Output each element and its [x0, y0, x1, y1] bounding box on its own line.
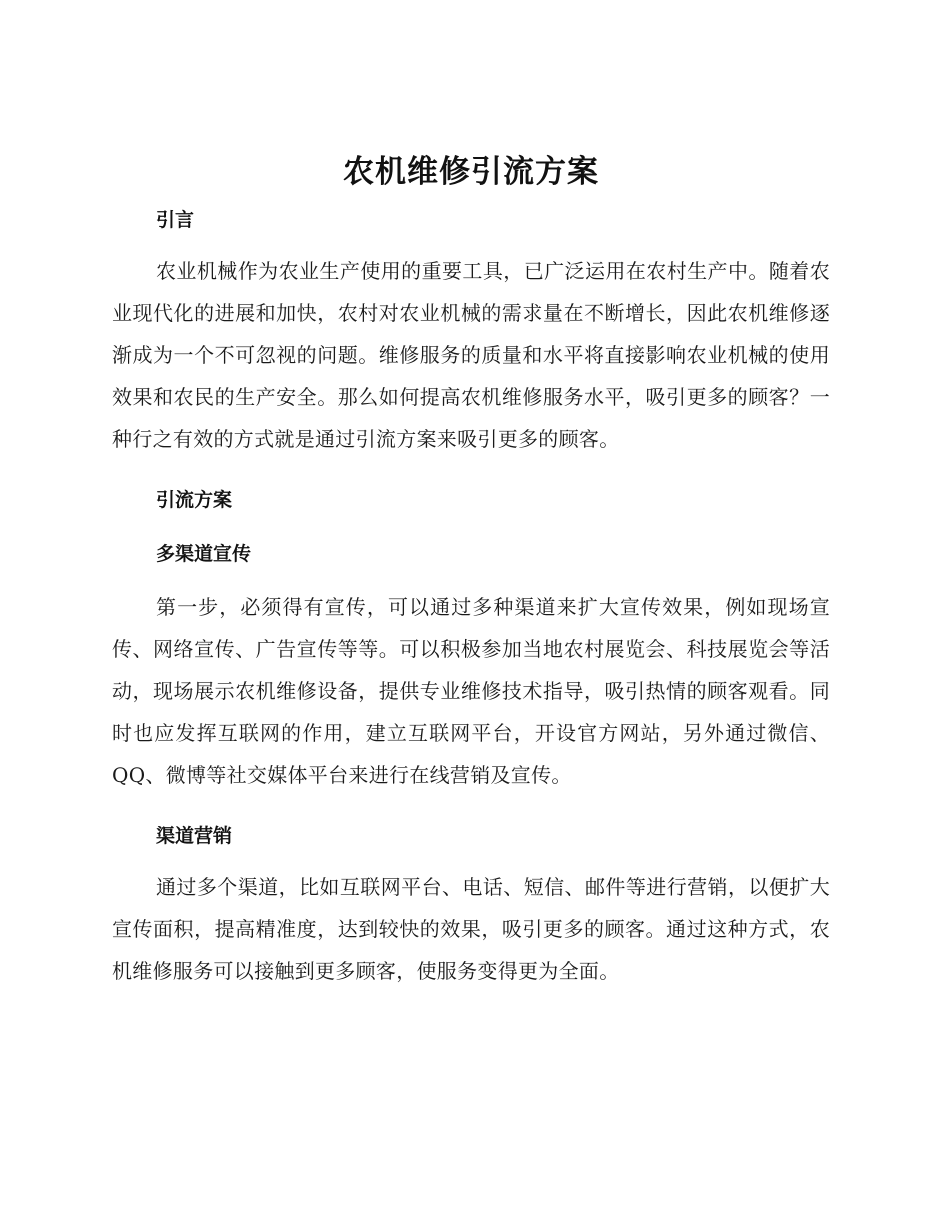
document-page: [112, 148, 830, 992]
paragraph-introduction: 农业机械作为农业生产使用的重要工具，已广泛运用在农村生产中。随着农业现代化的进展和加快，农村对农业机械的需求量在不断增长，因此农机维修逐渐成为一个不可忽视的问题。维修服务的质量和水平将直接影响农业机械的使用效果和农民的生产安全。那么如何提高农机维修服务水平，吸引更多的顾客？一种行之有效的方式就是通过引流方案来吸引更多的顾客。: [112, 259, 830, 451]
section-heading-introduction: 引言: [156, 209, 195, 231]
section-heading-multichannel-promotion: 多渠道宣传: [156, 543, 252, 565]
paragraph-channel-marketing: 通过多个渠道，比如互联网平台、电话、短信、邮件等进行营销，以便扩大宣传面积，提高精准度，达到较快的效果，吸引更多的顾客。通过这种方式，农机维修服务可以接触到更多顾客，使服务变得更为全面。: [112, 875, 830, 983]
section-heading-plan: 引流方案: [156, 489, 233, 511]
section-heading-channel-marketing: 渠道营销: [156, 825, 233, 847]
paragraph-multichannel-promotion: 第一步，必须得有宣传，可以通过多种渠道来扩大宣传效果，例如现场宣传、网络宣传、广告宣传等等。可以积极参加当地农村展览会、科技展览会等活动，现场展示农机维修设备，提供专业维修技术指导，吸引热情的顾客观看。同时也应发挥互联网的作用，建立互联网平台，开设官方网站，另外通过微信、QQ、微博等社交媒体平台来进行在线营销及宣传。: [112, 595, 830, 787]
document-title: 农机维修引流方案: [343, 154, 599, 190]
